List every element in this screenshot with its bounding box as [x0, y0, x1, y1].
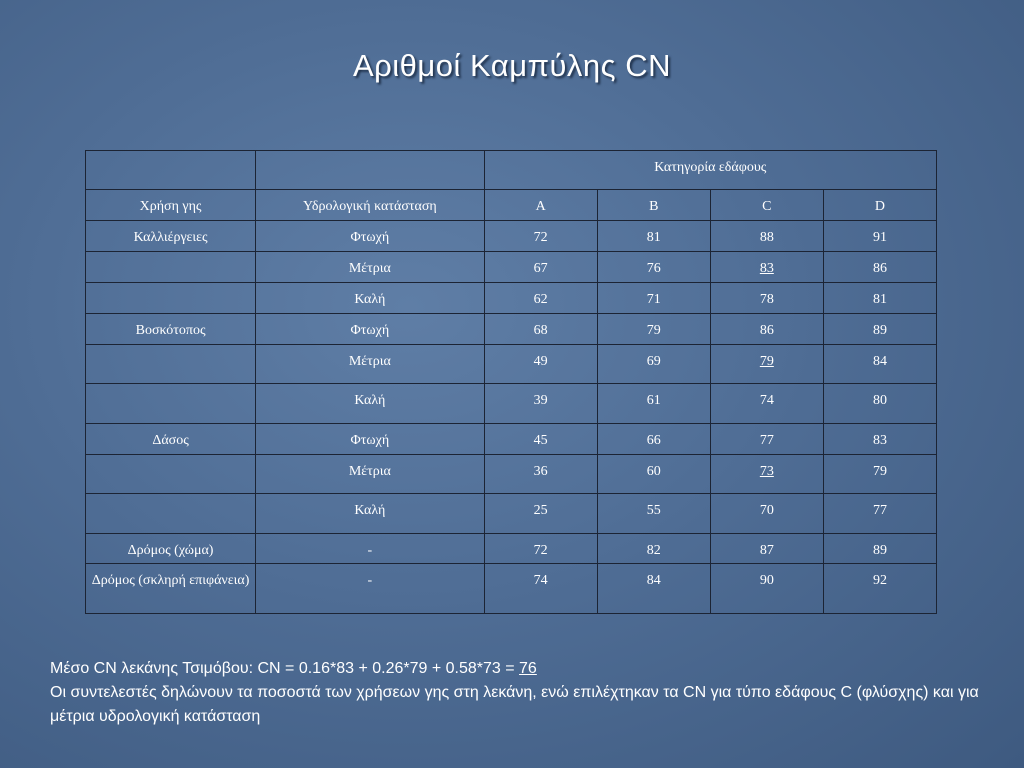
hydro-condition-cell: Καλή: [256, 283, 484, 314]
cn-cell-d: 80: [823, 384, 936, 424]
cn-cell-d: 91: [823, 221, 936, 252]
cn-cell-d: 79: [823, 455, 936, 494]
cn-cell-a: 72: [484, 221, 597, 252]
hydro-condition-cell: Μέτρια: [256, 455, 484, 494]
cn-cell-a: 74: [484, 564, 597, 614]
hydro-condition-cell: -: [256, 534, 484, 564]
header-empty-cell: [256, 151, 484, 190]
cn-cell-a: 39: [484, 384, 597, 424]
formula-result: 76: [519, 660, 537, 677]
cn-cell-c-selected: 83: [710, 252, 823, 283]
table-row: [86, 252, 937, 283]
cn-cell-b: 60: [597, 455, 710, 494]
formula-text: Μέσο CN λεκάνης Τσιμόβου: CN = 0.16*83 + 0.26*79 + 0.58*73 =: [50, 660, 520, 677]
land-use-cell: Δάσος: [86, 424, 256, 455]
land-use-cell: [86, 384, 256, 424]
table-row: [86, 564, 937, 614]
hydro-condition-cell: Μέτρια: [256, 345, 484, 384]
hydro-condition-cell: -: [256, 564, 484, 614]
cn-cell-b: 84: [597, 564, 710, 614]
table-row: [86, 283, 937, 314]
cn-cell-a: 68: [484, 314, 597, 345]
cn-cell-d: 77: [823, 494, 936, 534]
cn-cell-b: 79: [597, 314, 710, 345]
land-use-cell: [86, 252, 256, 283]
header-land-use: Χρήση γης: [86, 190, 256, 221]
table-row: [86, 534, 937, 564]
cn-cell-c: 86: [710, 314, 823, 345]
cn-cell-b: 55: [597, 494, 710, 534]
hydro-condition-cell: Καλή: [256, 494, 484, 534]
header-hydro-condition: Υδρολογική κατάσταση: [256, 190, 484, 221]
cn-cell-a: 25: [484, 494, 597, 534]
header-soil-b: B: [597, 190, 710, 221]
cn-cell-d: 84: [823, 345, 936, 384]
cn-cell-d: 81: [823, 283, 936, 314]
cn-cell-c: 70: [710, 494, 823, 534]
cn-cell-c: 78: [710, 283, 823, 314]
cn-cell-a: 62: [484, 283, 597, 314]
formula-line: [50, 657, 990, 681]
header-empty-cell: [86, 151, 256, 190]
header-soil-category: Κατηγορία εδάφους: [484, 151, 936, 190]
cn-cell-d: 83: [823, 424, 936, 455]
land-use-cell: Δρόμος (σκληρή επιφάνεια): [86, 564, 256, 614]
cn-cell-d: 89: [823, 534, 936, 564]
cn-cell-d: 92: [823, 564, 936, 614]
cn-cell-b: 69: [597, 345, 710, 384]
cn-cell-a: 36: [484, 455, 597, 494]
land-use-cell: [86, 455, 256, 494]
cn-cell-a: 72: [484, 534, 597, 564]
hydro-condition-cell: Φτωχή: [256, 424, 484, 455]
table-row: [86, 455, 937, 494]
cn-cell-c: 77: [710, 424, 823, 455]
table-row: [86, 221, 937, 252]
hydro-condition-cell: Φτωχή: [256, 221, 484, 252]
curve-number-table: [85, 150, 937, 614]
cn-cell-a: 45: [484, 424, 597, 455]
header-soil-d: D: [823, 190, 936, 221]
cn-cell-a: 49: [484, 345, 597, 384]
land-use-cell: Καλλιέργειες: [86, 221, 256, 252]
cn-cell-a: 67: [484, 252, 597, 283]
land-use-cell: [86, 283, 256, 314]
land-use-cell: [86, 345, 256, 384]
cn-cell-c: 88: [710, 221, 823, 252]
cn-cell-b: 66: [597, 424, 710, 455]
header-soil-c: C: [710, 190, 823, 221]
cn-cell-c: 87: [710, 534, 823, 564]
cn-cell-d: 89: [823, 314, 936, 345]
table-row: [86, 494, 937, 534]
cn-cell-b: 71: [597, 283, 710, 314]
cn-cell-b: 81: [597, 221, 710, 252]
table-header-row-1: [86, 151, 937, 190]
calculation-note: [50, 657, 990, 729]
land-use-cell: [86, 494, 256, 534]
cn-cell-b: 76: [597, 252, 710, 283]
hydro-condition-cell: Μέτρια: [256, 252, 484, 283]
table-row: [86, 424, 937, 455]
cn-cell-b: 61: [597, 384, 710, 424]
table-row: [86, 314, 937, 345]
table-row: [86, 384, 937, 424]
cn-cell-c-selected: 73: [710, 455, 823, 494]
cn-cell-d: 86: [823, 252, 936, 283]
hydro-condition-cell: Φτωχή: [256, 314, 484, 345]
cn-cell-c: 90: [710, 564, 823, 614]
land-use-cell: Δρόμος (χώμα): [86, 534, 256, 564]
cn-cell-c-selected: 79: [710, 345, 823, 384]
land-use-cell: Βοσκότοπος: [86, 314, 256, 345]
header-soil-a: A: [484, 190, 597, 221]
cn-cell-c: 74: [710, 384, 823, 424]
hydro-condition-cell: Καλή: [256, 384, 484, 424]
cn-cell-b: 82: [597, 534, 710, 564]
explanation-text: Οι συντελεστές δηλώνουν τα ποσοστά των χρήσεων γης στη λεκάνη, ενώ επιλέχτηκαν τα CN για τύπο εδάφους C (φλύσχης) και για μέτρια υδρολογική κατάσταση: [50, 684, 979, 725]
table-header-row-2: [86, 190, 937, 221]
slide-title: Αριθμοί Καμπύλης CN: [352, 48, 672, 83]
table-row: [86, 345, 937, 384]
